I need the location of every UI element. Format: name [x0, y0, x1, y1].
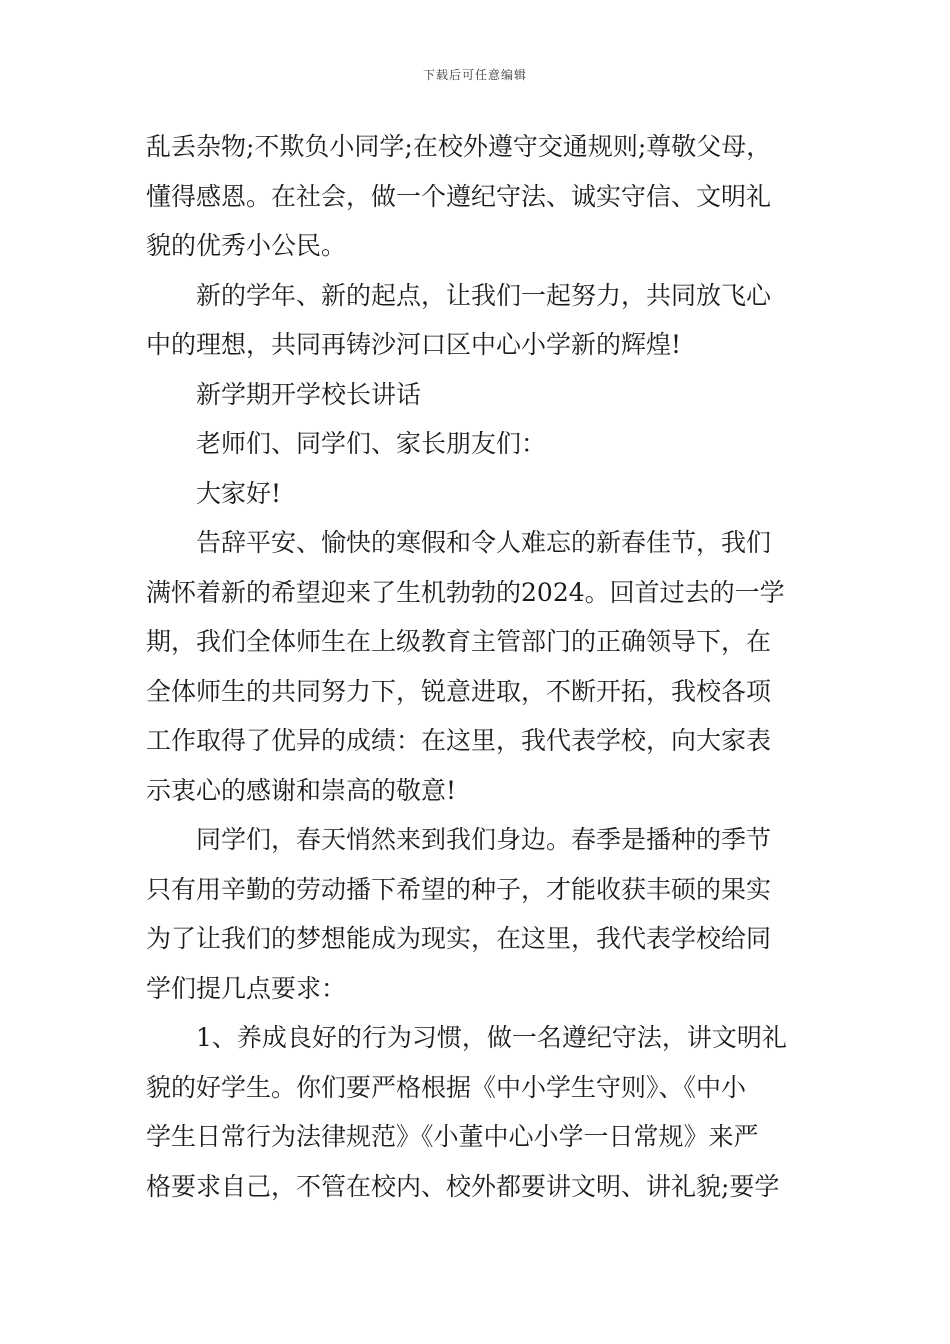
text-line: 告辞平安、愉快的寒假和令人难忘的新春佳节，我们: [196, 528, 772, 557]
text-line: 中的理想，共同再铸沙河口区中心小学新的辉煌!: [146, 330, 682, 359]
greeting: 大家好!: [196, 478, 282, 508]
text-line: 懂得感恩。在社会，做一个遵纪守法、诚实守信、文明礼: [146, 181, 772, 211]
text-line: 貌的优秀小公民。: [146, 231, 347, 260]
salutation: 老师们、同学们、家长朋友们：: [196, 429, 547, 458]
text-line: 貌的好学生。你们要严格根据《中小学生守则》、《中小: [146, 1072, 747, 1102]
text-line: 全体师生的共同努力下，锐意进取，不断开拓，我校各项: [146, 676, 772, 706]
text-line: 只有用辛勤的劳动播下希望的种子，才能收获丰硕的果实: [146, 874, 772, 904]
text-line: 同学们，春天悄然来到我们身边。春季是播种的季节: [196, 825, 772, 854]
text-line: 学生日常行为法律规范》《小董中心小学一日常规》来严: [146, 1122, 759, 1151]
text-line: 学们提几点要求：: [146, 973, 347, 1003]
text-line: 工作取得了优异的成绩：在这里，我代表学校，向大家表: [146, 726, 772, 755]
text-line: 乱丢杂物;不欺负小同学;在校外遵守交通规则;尊敬父母，: [146, 132, 772, 161]
text-line: 满怀着新的希望迎来了生机勃勃的2024。回首过去的一学: [146, 577, 785, 607]
text-line: 新的学年、新的起点，让我们一起努力，共同放飞心: [196, 280, 772, 310]
text-line: 格要求自己，不管在校内、校外都要讲文明、讲礼貌;要学: [146, 1171, 780, 1201]
text-line: 1、养成良好的行为习惯，做一名遵纪守法，讲文明礼: [196, 1023, 787, 1052]
text-line: 为了让我们的梦想能成为现实，在这里，我代表学校给同: [146, 924, 772, 953]
section-heading: 新学期开学校长讲话: [196, 379, 422, 409]
page-header-note: 下载后可任意编辑: [422, 68, 527, 82]
text-line: 期，我们全体师生在上级教育主管部门的正确领导下，在: [146, 627, 772, 656]
text-line: 示衷心的感谢和崇高的敬意!: [146, 775, 457, 805]
document-body: [146, 122, 806, 1211]
